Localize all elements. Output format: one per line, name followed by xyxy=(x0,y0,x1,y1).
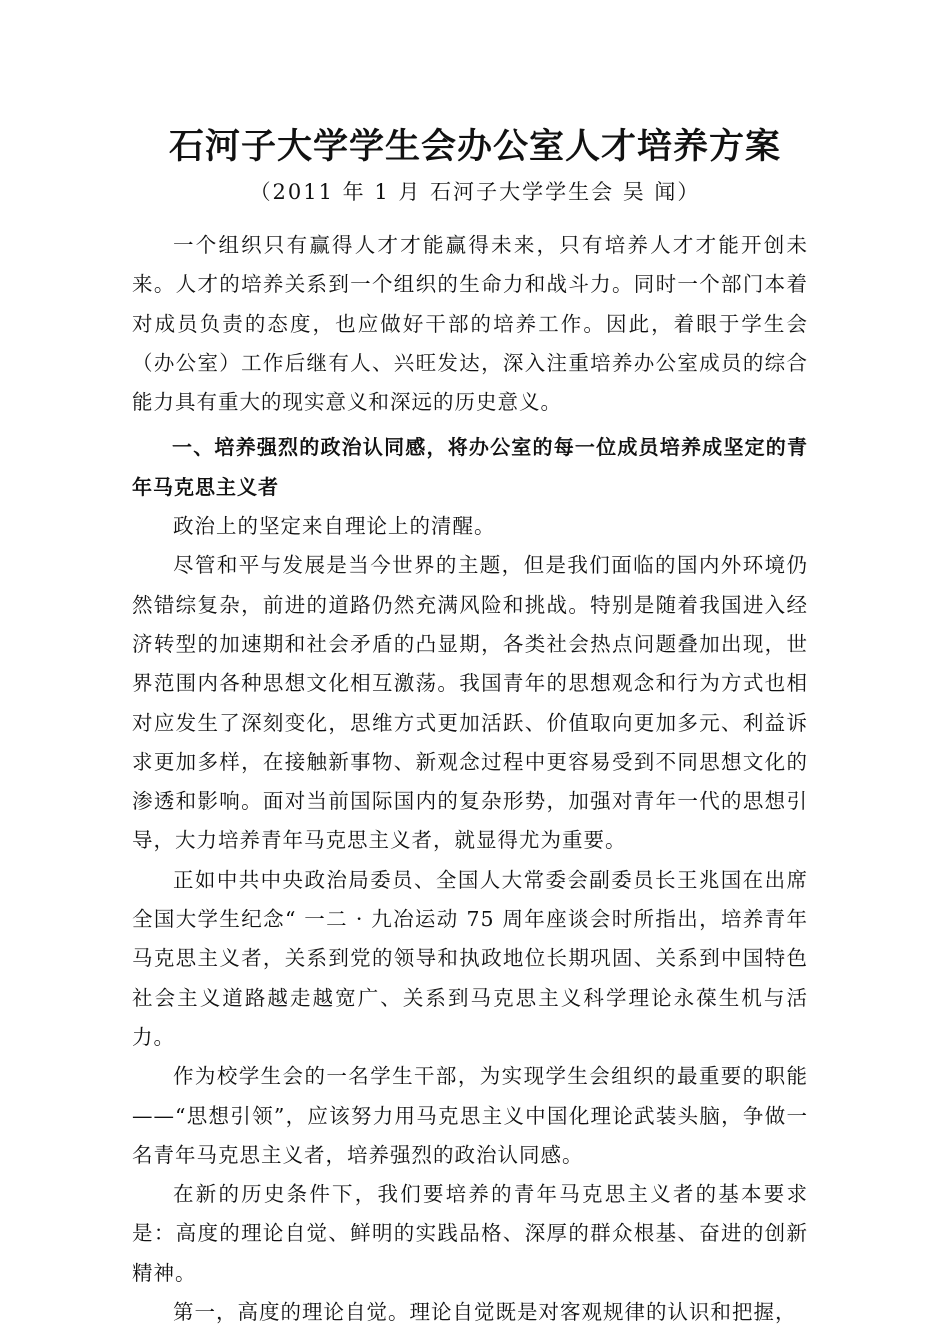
body-paragraph: 第一，高度的理论自觉。理论自觉既是对客观规律的认识和把握， xyxy=(173,1300,797,1325)
body-paragraph: 正如中共中央政治局委员、全国人大常委会副委员长王兆国在出席全国大学生纪念“ 一二 · 九冶运动 75 周年座谈会时所指出，培养青年马克思主义者，关系到党的领导和执政地位长期巩固、关系到中国特色社会主义道路越走越宽广、关系到马克思主义科学理论永葆生机与活力。 xyxy=(132,867,808,1049)
body-paragraph: 政治上的坚定来自理论上的清醒。 xyxy=(173,514,496,539)
document-subtitle: （2011 年 1 月 石河子大学学生会 吴 闻） xyxy=(249,180,701,204)
body-paragraph: 尽管和平与发展是当今世界的主题，但是我们面临的国内外环境仍然错综复杂，前进的道路仍然充满风险和挑战。特别是随着我国进入经济转型的加速期和社会矛盾的凸显期，各类社会热点问题叠加出现，世界范围内各种思想文化相互激荡。我国青年的思想观念和行为方式也相对应发生了深刻变化，思维方式更加活跃、价值取向更加多元、利益诉求更加多样，在接触新事物、新观念过程中更容易受到不同思想文化的渗透和影响。面对当前国际国内的复杂形势，加强对青年一代的思想引导，大力培养青年马克思主义者，就显得尤为重要。 xyxy=(132,553,808,853)
document-title: 石河子大学学生会办公室人才培养方案 xyxy=(168,127,781,167)
intro-paragraph: 一个组织只有赢得人才才能赢得未来，只有培养人才才能开创未来。人才的培养关系到一个组织的生命力和战斗力。同时一个部门本着对成员负责的态度，也应做好干部的培养工作。因此，着眼于学生会（办公室）工作后继有人、兴旺发达，深入注重培养办公室成员的综合能力具有重大的现实意义和深远的历史意义。 xyxy=(132,233,808,415)
document-body xyxy=(132,226,808,1332)
body-paragraph: 作为校学生会的一名学生干部，为实现学生会组织的最重要的职能——“思想引领”，应该努力用马克思主义中国化理论武装头脑，争做一名青年马克思主义者，培养强烈的政治认同感。 xyxy=(132,1064,808,1167)
section-heading: 一、培养强烈的政治认同感，将办公室的每一位成员培养成坚定的青年马克思主义者 xyxy=(132,435,808,499)
body-paragraph: 在新的历史条件下，我们要培养的青年马克思主义者的基本要求是：高度的理论自觉、鲜明的实践品格、深厚的群众根基、奋进的创新精神。 xyxy=(132,1182,808,1285)
